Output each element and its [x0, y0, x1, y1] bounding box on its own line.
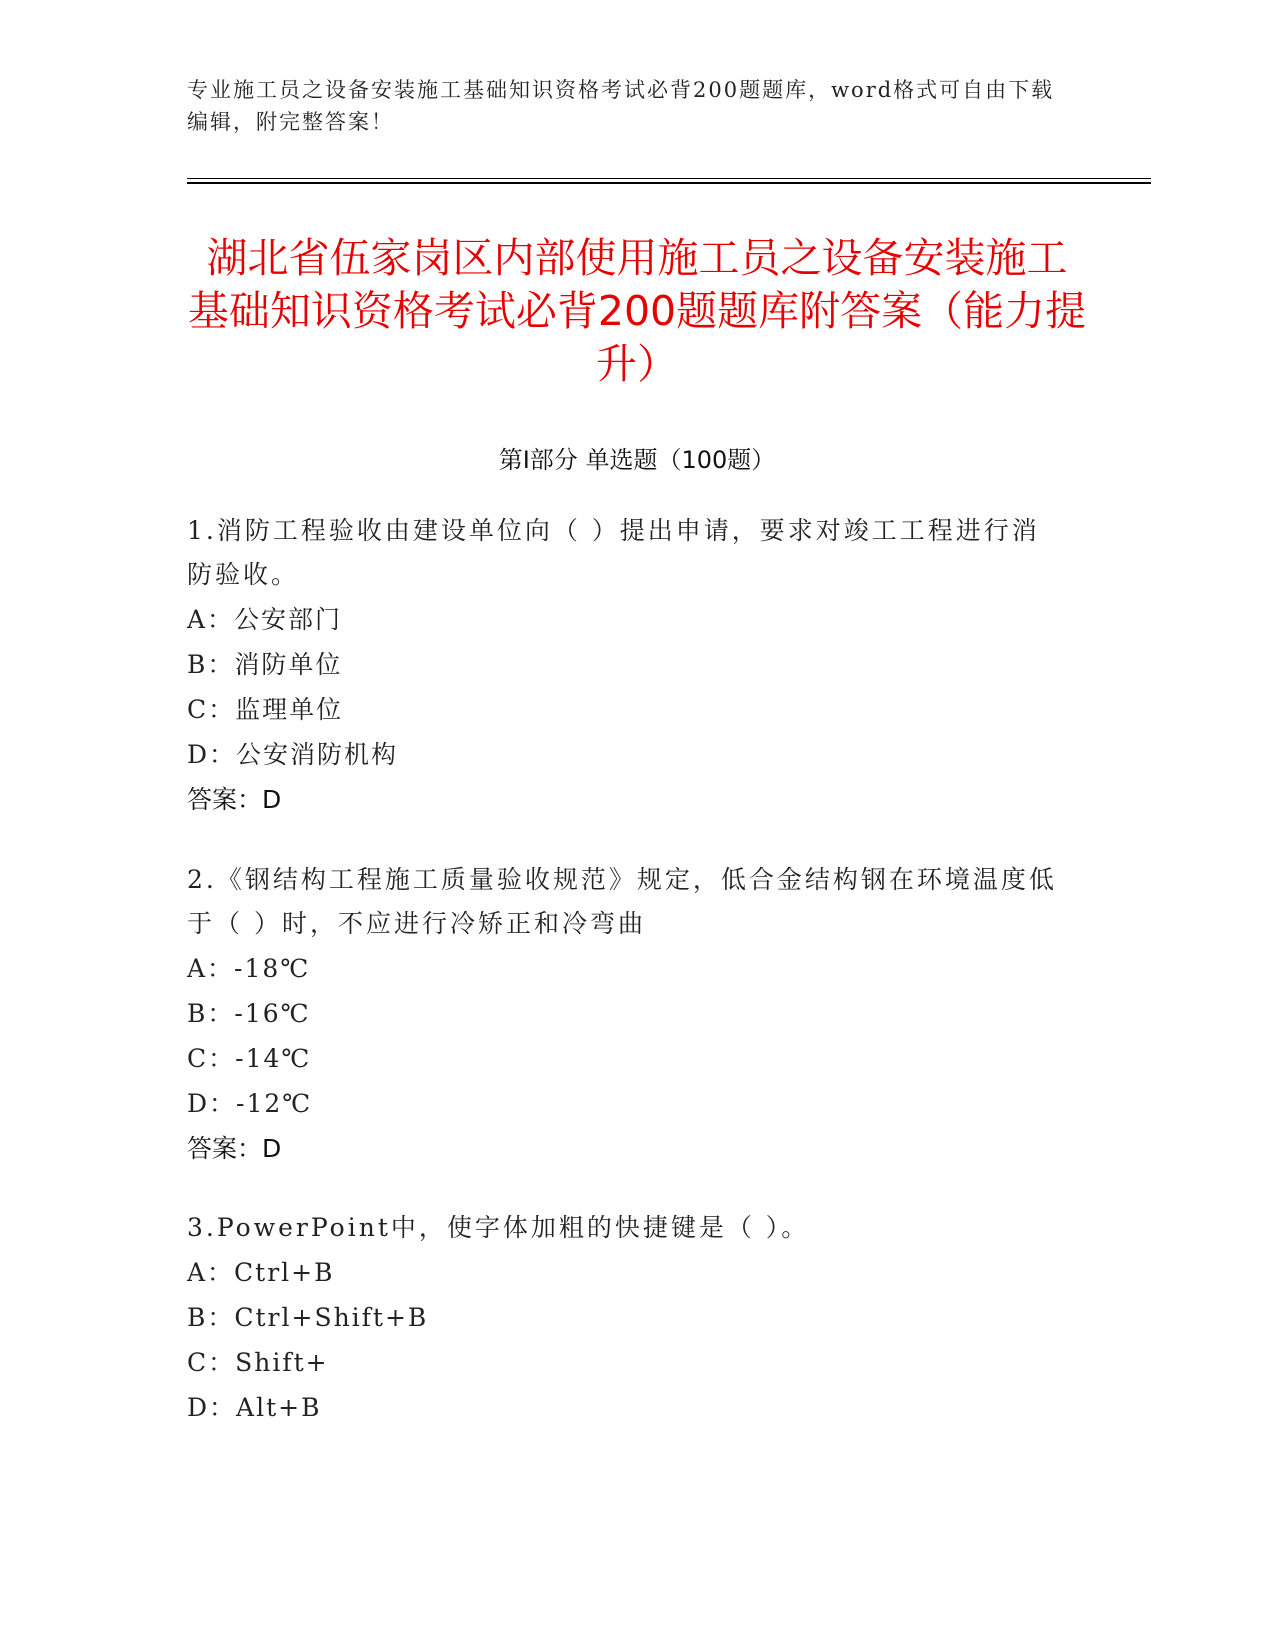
option-c: C：Shift+ [187, 1348, 329, 1377]
question-1 [187, 509, 1067, 822]
section-heading: 第Ⅰ部分 单选题（100题） [498, 446, 776, 474]
header-note: 专业施工员之设备安装施工基础知识资格考试必背200题题库，word格式可自由下载编辑，附完整答案！ [187, 78, 1055, 134]
document-title: 湖北省伍家岗区内部使用施工员之设备安装施工基础知识资格考试必背200题题库附答案（能力提升） [187, 234, 1087, 388]
option-d: D：Alt+B [187, 1393, 322, 1422]
option-b: B：-16℃ [187, 999, 311, 1028]
question-3 [187, 1206, 1067, 1430]
option-d: D：公安消防机构 [187, 740, 399, 769]
option-a: A：-18℃ [187, 954, 311, 983]
option-b: B：Ctrl+Shift+B [187, 1303, 429, 1332]
question-stem: 3.PowerPoint中，使字体加粗的快捷键是（ ）。 [187, 1213, 810, 1242]
header-divider-thick [187, 182, 1151, 184]
option-b: B：消防单位 [187, 650, 343, 679]
answer: 答案：D [187, 785, 282, 814]
option-d: D：-12℃ [187, 1089, 313, 1118]
header-divider-thin [187, 178, 1151, 179]
question-2 [187, 858, 1067, 1171]
answer: 答案：D [187, 1134, 282, 1163]
question-stem: 1.消防工程验收由建设单位向（ ）提出申请，要求对竣工工程进行消防验收。 [187, 516, 1040, 589]
option-c: C：-14℃ [187, 1044, 312, 1073]
option-a: A：Ctrl+B [187, 1258, 335, 1287]
option-a: A：公安部门 [187, 605, 343, 634]
option-c: C：监理单位 [187, 695, 344, 724]
question-stem: 2.《钢结构工程施工质量验收规范》规定，低合金结构钢在环境温度低于（ ）时，不应进行冷矫正和冷弯曲 [187, 865, 1057, 938]
